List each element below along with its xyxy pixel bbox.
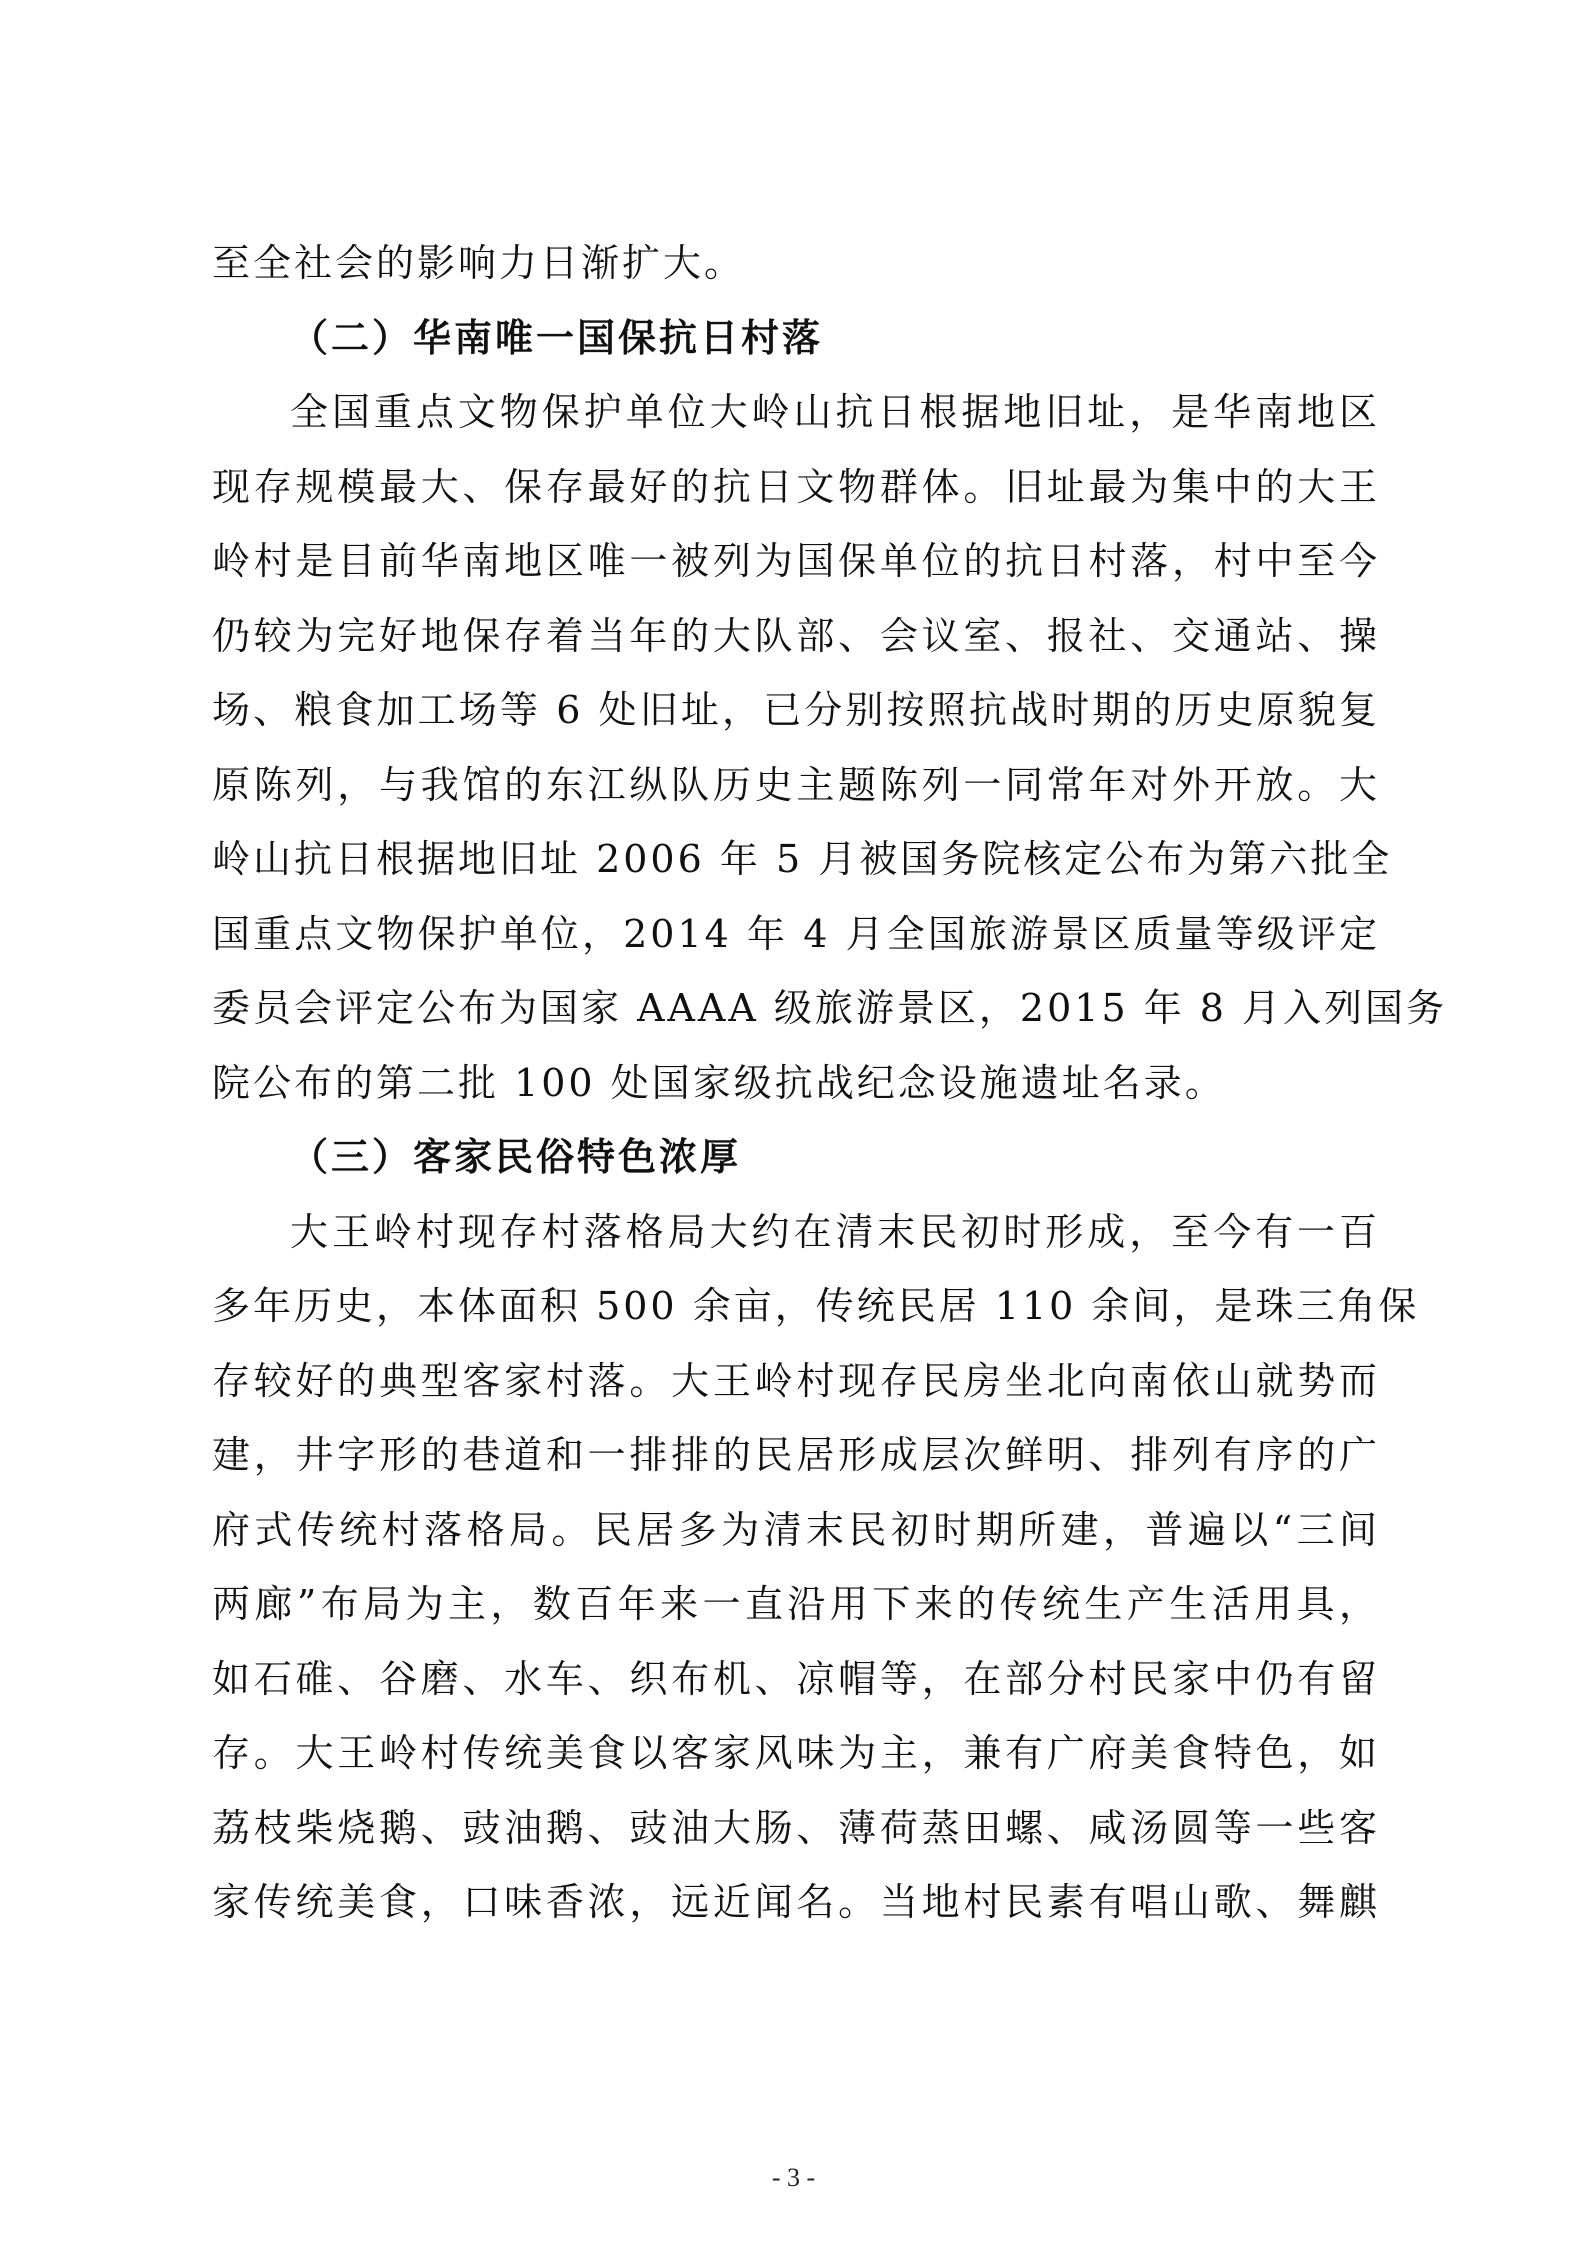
text-line: 全国重点文物保护单位大岭山抗日根据地旧址，是华南地区: [290, 390, 1380, 434]
text-line: 岭山抗日根据地旧址 2006 年 5 月被国务院核定公布为第六批全: [212, 837, 1393, 881]
text-line: 家传统美食，口味香浓，远近闻名。当地村民素有唱山歌、舞麒: [212, 1880, 1380, 1924]
text-line: 大王岭村现存村落格局大约在清末民初时形成，至今有一百: [290, 1209, 1380, 1254]
text-line: 府式传统村落格局。民居多为清末民初时期所建，普遍以“三间: [212, 1507, 1380, 1552]
text-line: 场、粮食加工场等 6 处旧址，已分别按照抗战时期的历史原貌复: [212, 688, 1380, 732]
text-line: 委员会评定公布为国家 AAAA 级旅游景区，2015 年 8 月入列国务: [212, 986, 1448, 1030]
text-line: 院公布的第二批 100 处国家级抗战纪念设施遗址名录。: [212, 1060, 1226, 1105]
text-line: 建，井字形的巷道和一排排的民居形成层次鲜明、排列有序的广: [212, 1433, 1380, 1477]
text-line: 如石碓、谷磨、水车、织布机、凉帽等，在部分村民家中仍有留: [212, 1656, 1380, 1701]
text-line: 国重点文物保护单位，2014 年 4 月全国旅游景区质量等级评定: [212, 911, 1380, 956]
text-line: 荔枝柴烧鹅、豉油鹅、豉油大肠、薄荷蒸田螺、咸汤圆等一些客: [212, 1805, 1380, 1850]
body-text: [212, 226, 1448, 1940]
page-number: - 3 -: [771, 2163, 816, 2192]
text-line: 存。大王岭村传统美食以客家风味为主，兼有广府美食特色，如: [212, 1731, 1380, 1775]
text-line: 多年历史，本体面积 500 余亩，传统民居 110 余间，是珠三角保: [212, 1284, 1420, 1328]
text-line: 仍较为完好地保存着当年的大队部、会议室、报社、交通站、操: [212, 613, 1380, 658]
text-line: 现存规模最大、保存最好的抗日文物群体。旧址最为集中的大王: [212, 464, 1380, 509]
text-line: 原陈列，与我馆的东江纵队历史主题陈列一同常年对外开放。大: [212, 762, 1380, 807]
text-line: 两廊”布局为主，数百年来一直沿用下来的传统生产生活用具，: [212, 1582, 1380, 1626]
section-heading-3: （三）客家民俗特色浓厚: [290, 1134, 742, 1179]
section-heading-2: （二）华南唯一国保抗日村落: [290, 314, 824, 360]
text-line: 存较好的典型客家村落。大王岭村现存民房坐北向南依山就势而: [212, 1358, 1380, 1403]
text-line: 岭村是目前华南地区唯一被列为国保单位的抗日村落，村中至今: [212, 539, 1380, 583]
text-line: 至全社会的影响力日渐扩大。: [212, 241, 746, 285]
